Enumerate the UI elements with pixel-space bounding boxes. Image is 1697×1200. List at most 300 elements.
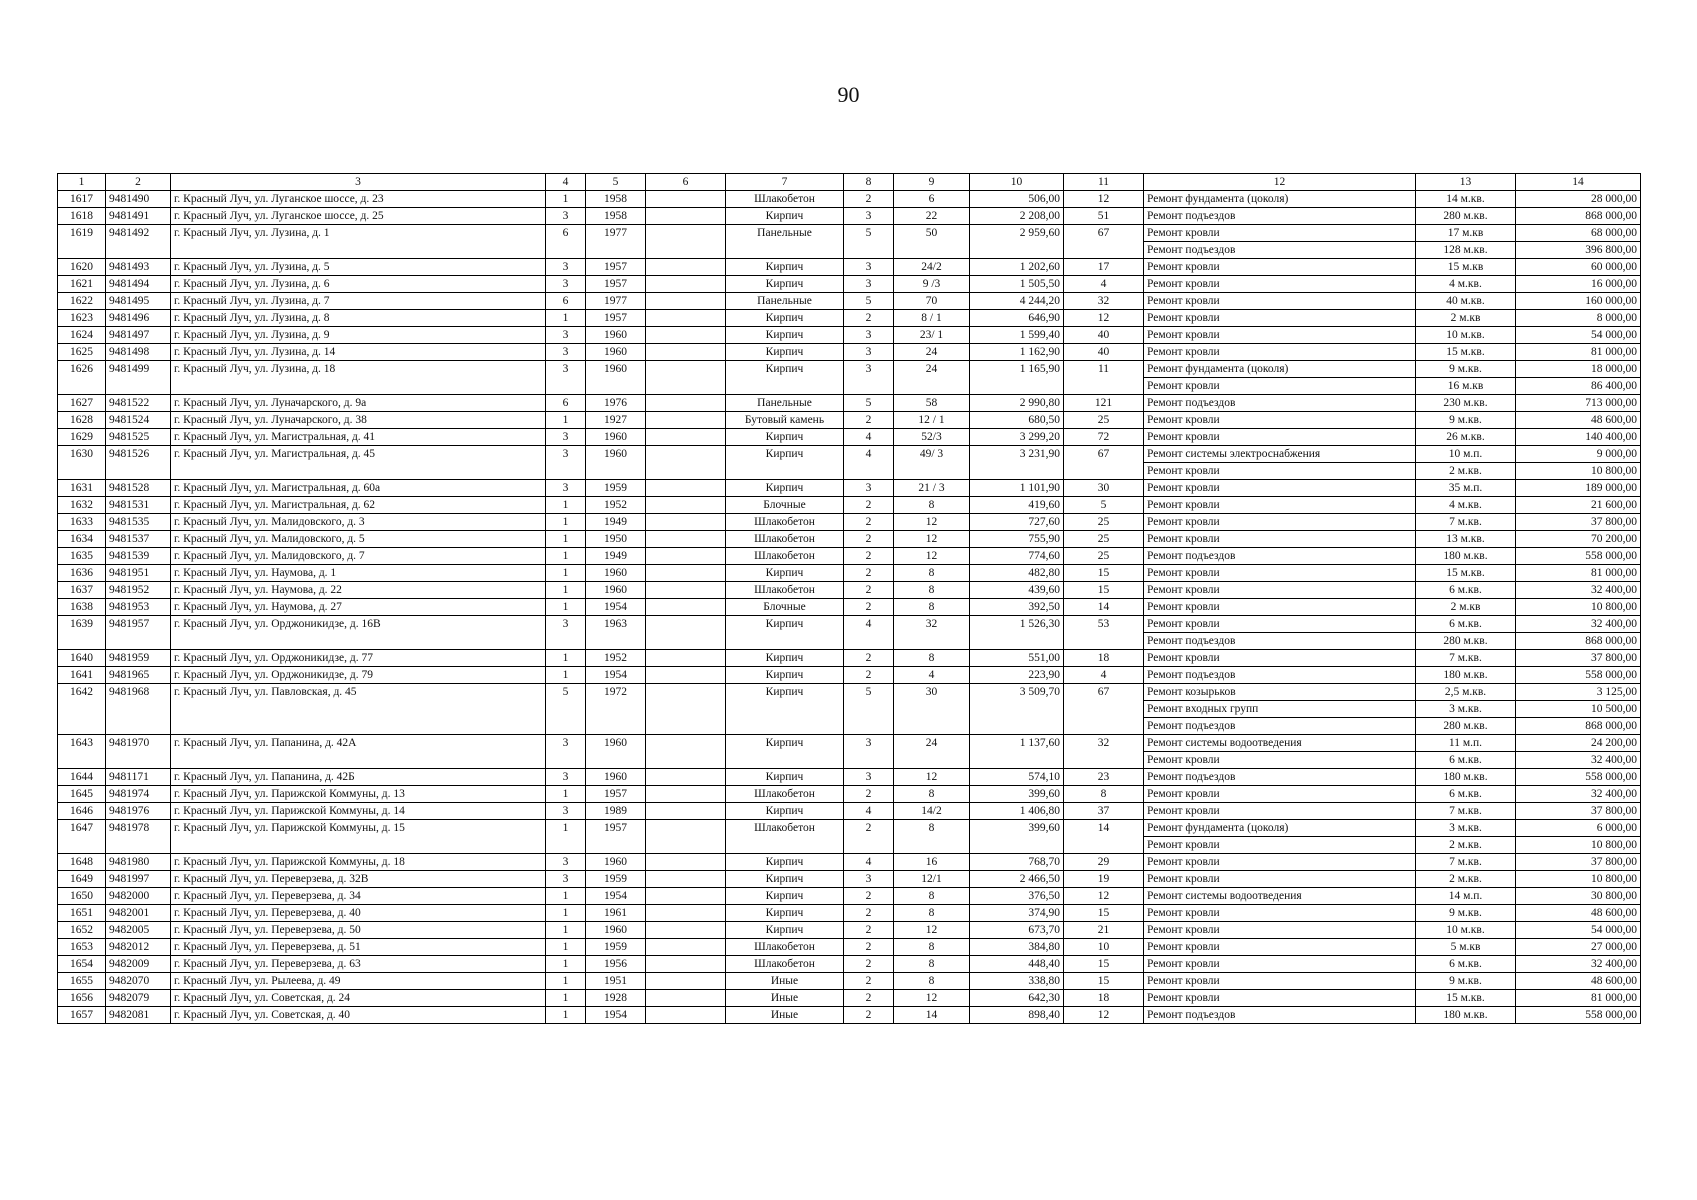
- work-volume-cell: 40 м.кв.: [1416, 293, 1516, 310]
- work-cost-cell: 70 200,00: [1516, 531, 1641, 548]
- work-cost-cell: 37 800,00: [1516, 803, 1641, 820]
- floors-cell: 4: [844, 803, 894, 820]
- work-type-cell: Ремонт кровли: [1144, 786, 1416, 803]
- area-cell: 374,90: [970, 905, 1064, 922]
- address-cell: г. Красный Луч, ул. Лузина, д. 18: [171, 361, 546, 395]
- work-volume-cell: 11 м.п.: [1416, 735, 1516, 752]
- building-code-cell: 9481498: [106, 344, 171, 361]
- wall-material-cell: Блочные: [726, 497, 844, 514]
- table-row: [58, 786, 1641, 803]
- row-number-cell: 1654: [58, 956, 106, 973]
- building-code-cell: 9481953: [106, 599, 171, 616]
- wall-material-cell: Кирпич: [726, 446, 844, 480]
- building-code-cell: 9481531: [106, 497, 171, 514]
- column-11-cell: 12: [1064, 888, 1144, 905]
- floors-cell: 3: [844, 208, 894, 225]
- work-cost-cell: 24 200,00: [1516, 735, 1641, 752]
- column-6-cell: [646, 480, 726, 497]
- work-type-cell: Ремонт входных групп: [1144, 701, 1416, 718]
- address-cell: г. Красный Луч, ул. Малидовского, д. 3: [171, 514, 546, 531]
- work-volume-cell: 17 м.кв: [1416, 225, 1516, 242]
- column-11-cell: 17: [1064, 259, 1144, 276]
- column-4-cell: 1: [546, 939, 586, 956]
- work-type-cell: Ремонт кровли: [1144, 939, 1416, 956]
- work-cost-cell: 32 400,00: [1516, 582, 1641, 599]
- wall-material-cell: Шлакобетон: [726, 191, 844, 208]
- address-cell: г. Красный Луч, ул. Переверзева, д. 63: [171, 956, 546, 973]
- table-row: [58, 905, 1641, 922]
- work-volume-cell: 128 м.кв.: [1416, 242, 1516, 259]
- address-cell: г. Красный Луч, ул. Переверзева, д. 51: [171, 939, 546, 956]
- floors-cell: 3: [844, 480, 894, 497]
- wall-material-cell: Кирпич: [726, 854, 844, 871]
- column-9-cell: 14/2: [894, 803, 970, 820]
- address-cell: г. Красный Луч, ул. Лузина, д. 8: [171, 310, 546, 327]
- column-11-cell: 67: [1064, 684, 1144, 735]
- floors-cell: 2: [844, 1007, 894, 1024]
- column-4-cell: 3: [546, 429, 586, 446]
- column-4-cell: 1: [546, 820, 586, 854]
- work-cost-cell: 189 000,00: [1516, 480, 1641, 497]
- area-cell: 1 599,40: [970, 327, 1064, 344]
- column-9-cell: 8: [894, 650, 970, 667]
- column-9-cell: 9 /3: [894, 276, 970, 293]
- column-4-cell: 3: [546, 871, 586, 888]
- year-cell: 1977: [586, 293, 646, 310]
- building-code-cell: 9481499: [106, 361, 171, 395]
- work-cost-cell: 81 000,00: [1516, 990, 1641, 1007]
- wall-material-cell: Шлакобетон: [726, 531, 844, 548]
- row-number-cell: 1622: [58, 293, 106, 310]
- column-11-cell: 25: [1064, 531, 1144, 548]
- wall-material-cell: Иные: [726, 1007, 844, 1024]
- work-volume-cell: 280 м.кв.: [1416, 208, 1516, 225]
- floors-cell: 5: [844, 225, 894, 259]
- column-6-cell: [646, 684, 726, 735]
- work-cost-cell: 10 800,00: [1516, 871, 1641, 888]
- work-volume-cell: 3 м.кв.: [1416, 820, 1516, 837]
- column-9-cell: 30: [894, 684, 970, 735]
- address-cell: г. Красный Луч, ул. Малидовского, д. 5: [171, 531, 546, 548]
- column-11-cell: 5: [1064, 497, 1144, 514]
- column-4-cell: 1: [546, 956, 586, 973]
- column-9-cell: 24/2: [894, 259, 970, 276]
- column-6-cell: [646, 599, 726, 616]
- floors-cell: 3: [844, 259, 894, 276]
- column-6-cell: [646, 820, 726, 854]
- wall-material-cell: Кирпич: [726, 276, 844, 293]
- address-cell: г. Красный Луч, ул. Лузина, д. 14: [171, 344, 546, 361]
- table-row: [58, 327, 1641, 344]
- building-code-cell: 9481528: [106, 480, 171, 497]
- building-code-cell: 9482001: [106, 905, 171, 922]
- column-6-cell: [646, 769, 726, 786]
- work-cost-cell: 81 000,00: [1516, 344, 1641, 361]
- work-cost-cell: 9 000,00: [1516, 446, 1641, 463]
- floors-cell: 3: [844, 327, 894, 344]
- column-9-cell: 8: [894, 497, 970, 514]
- floors-cell: 2: [844, 888, 894, 905]
- address-cell: г. Красный Луч, ул. Лузина, д. 1: [171, 225, 546, 259]
- work-cost-cell: 868 000,00: [1516, 208, 1641, 225]
- column-11-cell: 8: [1064, 786, 1144, 803]
- row-number-cell: 1633: [58, 514, 106, 531]
- work-cost-cell: 48 600,00: [1516, 412, 1641, 429]
- table-body: [58, 191, 1641, 1024]
- table-row: [58, 616, 1641, 633]
- column-11-cell: 15: [1064, 956, 1144, 973]
- work-type-cell: Ремонт фундамента (цоколя): [1144, 820, 1416, 837]
- wall-material-cell: Блочные: [726, 599, 844, 616]
- table-row: [58, 888, 1641, 905]
- column-11-cell: 12: [1064, 1007, 1144, 1024]
- work-type-cell: Ремонт кровли: [1144, 514, 1416, 531]
- work-volume-cell: 14 м.п.: [1416, 888, 1516, 905]
- work-type-cell: Ремонт подъездов: [1144, 667, 1416, 684]
- building-code-cell: 9481537: [106, 531, 171, 548]
- year-cell: 1956: [586, 956, 646, 973]
- row-number-cell: 1623: [58, 310, 106, 327]
- work-type-cell: Ремонт подъездов: [1144, 718, 1416, 735]
- column-4-cell: 3: [546, 344, 586, 361]
- floors-cell: 2: [844, 531, 894, 548]
- column-9-cell: 12: [894, 922, 970, 939]
- year-cell: 1972: [586, 684, 646, 735]
- building-code-cell: 9481965: [106, 667, 171, 684]
- column-4-cell: 1: [546, 905, 586, 922]
- column-4-cell: 1: [546, 310, 586, 327]
- work-volume-cell: 2 м.кв.: [1416, 837, 1516, 854]
- work-cost-cell: 868 000,00: [1516, 718, 1641, 735]
- row-number-cell: 1655: [58, 973, 106, 990]
- table-row: [58, 650, 1641, 667]
- column-11-cell: 14: [1064, 820, 1144, 854]
- area-cell: 680,50: [970, 412, 1064, 429]
- work-cost-cell: 32 400,00: [1516, 616, 1641, 633]
- address-cell: г. Красный Луч, ул. Парижской Коммуны, д. 15: [171, 820, 546, 854]
- column-4-cell: 3: [546, 208, 586, 225]
- row-number-cell: 1621: [58, 276, 106, 293]
- wall-material-cell: Кирпич: [726, 905, 844, 922]
- column-4-cell: 1: [546, 599, 586, 616]
- address-cell: г. Красный Луч, ул. Магистральная, д. 62: [171, 497, 546, 514]
- work-cost-cell: 37 800,00: [1516, 854, 1641, 871]
- table-row: [58, 480, 1641, 497]
- year-cell: 1960: [586, 344, 646, 361]
- building-code-cell: 9482079: [106, 990, 171, 1007]
- column-4-cell: 3: [546, 769, 586, 786]
- column-9-cell: 49/ 3: [894, 446, 970, 480]
- column-4-cell: 3: [546, 259, 586, 276]
- column-11-cell: 10: [1064, 939, 1144, 956]
- area-cell: 1 505,50: [970, 276, 1064, 293]
- column-11-cell: 121: [1064, 395, 1144, 412]
- work-type-cell: Ремонт подъездов: [1144, 242, 1416, 259]
- work-type-cell: Ремонт кровли: [1144, 225, 1416, 242]
- column-11-cell: 30: [1064, 480, 1144, 497]
- wall-material-cell: Кирпич: [726, 565, 844, 582]
- work-volume-cell: 9 м.кв.: [1416, 412, 1516, 429]
- building-code-cell: 9482012: [106, 939, 171, 956]
- floors-cell: 2: [844, 497, 894, 514]
- column-9-cell: 70: [894, 293, 970, 310]
- address-cell: г. Красный Луч, ул. Советская, д. 40: [171, 1007, 546, 1024]
- column-header: 14: [1516, 174, 1641, 191]
- column-6-cell: [646, 327, 726, 344]
- column-6-cell: [646, 412, 726, 429]
- work-volume-cell: 6 м.кв.: [1416, 752, 1516, 769]
- work-cost-cell: 18 000,00: [1516, 361, 1641, 378]
- floors-cell: 2: [844, 310, 894, 327]
- address-cell: г. Красный Луч, ул. Наумова, д. 1: [171, 565, 546, 582]
- wall-material-cell: Шлакобетон: [726, 939, 844, 956]
- building-code-cell: 9481959: [106, 650, 171, 667]
- column-6-cell: [646, 803, 726, 820]
- column-9-cell: 8 / 1: [894, 310, 970, 327]
- building-code-cell: 9481494: [106, 276, 171, 293]
- column-6-cell: [646, 905, 726, 922]
- column-header: 6: [646, 174, 726, 191]
- building-code-cell: 9481951: [106, 565, 171, 582]
- year-cell: 1976: [586, 395, 646, 412]
- column-11-cell: 40: [1064, 344, 1144, 361]
- column-6-cell: [646, 565, 726, 582]
- building-code-cell: 9481525: [106, 429, 171, 446]
- column-6-cell: [646, 939, 726, 956]
- column-9-cell: 8: [894, 956, 970, 973]
- work-cost-cell: 81 000,00: [1516, 565, 1641, 582]
- column-9-cell: 8: [894, 565, 970, 582]
- work-volume-cell: 180 м.кв.: [1416, 1007, 1516, 1024]
- column-9-cell: 21 / 3: [894, 480, 970, 497]
- building-code-cell: 9482070: [106, 973, 171, 990]
- column-11-cell: 51: [1064, 208, 1144, 225]
- column-6-cell: [646, 514, 726, 531]
- column-9-cell: 8: [894, 939, 970, 956]
- column-4-cell: 3: [546, 327, 586, 344]
- year-cell: 1957: [586, 259, 646, 276]
- work-type-cell: Ремонт фундамента (цоколя): [1144, 191, 1416, 208]
- row-number-cell: 1648: [58, 854, 106, 871]
- work-type-cell: Ремонт системы водоотведения: [1144, 888, 1416, 905]
- wall-material-cell: Кирпич: [726, 650, 844, 667]
- year-cell: 1960: [586, 327, 646, 344]
- column-header: 10: [970, 174, 1064, 191]
- address-cell: г. Красный Луч, ул. Переверзева, д. 34: [171, 888, 546, 905]
- row-number-cell: 1626: [58, 361, 106, 395]
- table-row: [58, 803, 1641, 820]
- building-code-cell: 9481493: [106, 259, 171, 276]
- column-9-cell: 8: [894, 786, 970, 803]
- year-cell: 1957: [586, 276, 646, 293]
- work-volume-cell: 5 м.кв: [1416, 939, 1516, 956]
- column-9-cell: 23/ 1: [894, 327, 970, 344]
- wall-material-cell: Панельные: [726, 225, 844, 259]
- column-4-cell: 1: [546, 990, 586, 1007]
- column-6-cell: [646, 208, 726, 225]
- work-volume-cell: 16 м.кв: [1416, 378, 1516, 395]
- floors-cell: 2: [844, 820, 894, 854]
- row-number-cell: 1618: [58, 208, 106, 225]
- address-cell: г. Красный Луч, ул. Лузина, д. 5: [171, 259, 546, 276]
- work-cost-cell: 140 400,00: [1516, 429, 1641, 446]
- column-6-cell: [646, 871, 726, 888]
- wall-material-cell: Кирпич: [726, 871, 844, 888]
- wall-material-cell: Шлакобетон: [726, 820, 844, 854]
- row-number-cell: 1634: [58, 531, 106, 548]
- column-4-cell: 1: [546, 582, 586, 599]
- column-6-cell: [646, 973, 726, 990]
- work-cost-cell: 60 000,00: [1516, 259, 1641, 276]
- year-cell: 1960: [586, 446, 646, 480]
- wall-material-cell: Панельные: [726, 395, 844, 412]
- address-cell: г. Красный Луч, ул. Орджоникидзе, д. 77: [171, 650, 546, 667]
- row-number-cell: 1619: [58, 225, 106, 259]
- work-cost-cell: 48 600,00: [1516, 905, 1641, 922]
- building-code-cell: 9481491: [106, 208, 171, 225]
- column-4-cell: 3: [546, 276, 586, 293]
- column-11-cell: 15: [1064, 565, 1144, 582]
- address-cell: г. Красный Луч, ул. Переверзева, д. 40: [171, 905, 546, 922]
- work-type-cell: Ремонт кровли: [1144, 327, 1416, 344]
- column-header: 1: [58, 174, 106, 191]
- year-cell: 1927: [586, 412, 646, 429]
- column-4-cell: 1: [546, 191, 586, 208]
- building-code-cell: 9481970: [106, 735, 171, 769]
- work-type-cell: Ремонт кровли: [1144, 497, 1416, 514]
- area-cell: 3 231,90: [970, 446, 1064, 480]
- column-6-cell: [646, 344, 726, 361]
- area-cell: 338,80: [970, 973, 1064, 990]
- wall-material-cell: Шлакобетон: [726, 514, 844, 531]
- column-9-cell: 8: [894, 820, 970, 854]
- floors-cell: 2: [844, 956, 894, 973]
- work-volume-cell: 10 м.кв.: [1416, 922, 1516, 939]
- work-cost-cell: 10 500,00: [1516, 701, 1641, 718]
- column-4-cell: 3: [546, 854, 586, 871]
- work-cost-cell: 868 000,00: [1516, 633, 1641, 650]
- work-cost-cell: 396 800,00: [1516, 242, 1641, 259]
- work-volume-cell: 35 м.п.: [1416, 480, 1516, 497]
- area-cell: 646,90: [970, 310, 1064, 327]
- work-type-cell: Ремонт подъездов: [1144, 395, 1416, 412]
- floors-cell: 2: [844, 990, 894, 1007]
- work-type-cell: Ремонт козырьков: [1144, 684, 1416, 701]
- column-4-cell: 3: [546, 735, 586, 769]
- work-volume-cell: 15 м.кв.: [1416, 344, 1516, 361]
- work-type-cell: Ремонт кровли: [1144, 973, 1416, 990]
- year-cell: 1960: [586, 429, 646, 446]
- column-6-cell: [646, 616, 726, 650]
- row-number-cell: 1627: [58, 395, 106, 412]
- work-volume-cell: 2 м.кв: [1416, 310, 1516, 327]
- area-cell: 384,80: [970, 939, 1064, 956]
- wall-material-cell: Шлакобетон: [726, 582, 844, 599]
- work-volume-cell: 280 м.кв.: [1416, 718, 1516, 735]
- housing-repair-table: [57, 173, 1641, 1024]
- address-cell: г. Красный Луч, ул. Парижской Коммуны, д. 13: [171, 786, 546, 803]
- row-number-cell: 1639: [58, 616, 106, 650]
- wall-material-cell: Кирпич: [726, 769, 844, 786]
- page-number: 90: [837, 82, 860, 107]
- building-code-cell: 9481526: [106, 446, 171, 480]
- column-header: 7: [726, 174, 844, 191]
- work-volume-cell: 180 м.кв.: [1416, 548, 1516, 565]
- work-cost-cell: 37 800,00: [1516, 650, 1641, 667]
- table-row: [58, 871, 1641, 888]
- work-cost-cell: 558 000,00: [1516, 1007, 1641, 1024]
- column-9-cell: 52/3: [894, 429, 970, 446]
- address-cell: г. Красный Луч, ул. Магистральная, д. 45: [171, 446, 546, 480]
- floors-cell: 2: [844, 667, 894, 684]
- address-cell: г. Красный Луч, ул. Советская, д. 24: [171, 990, 546, 1007]
- area-cell: 2 466,50: [970, 871, 1064, 888]
- wall-material-cell: Бутовый камень: [726, 412, 844, 429]
- column-9-cell: 4: [894, 667, 970, 684]
- address-cell: г. Красный Луч, ул. Луначарского, д. 9а: [171, 395, 546, 412]
- area-cell: 4 244,20: [970, 293, 1064, 310]
- work-type-cell: Ремонт системы водоотведения: [1144, 735, 1416, 752]
- column-4-cell: 1: [546, 565, 586, 582]
- address-cell: г. Красный Луч, ул. Луначарского, д. 38: [171, 412, 546, 429]
- row-number-cell: 1617: [58, 191, 106, 208]
- table-row: [58, 225, 1641, 242]
- table-row: [58, 310, 1641, 327]
- work-type-cell: Ремонт подъездов: [1144, 769, 1416, 786]
- area-cell: 898,40: [970, 1007, 1064, 1024]
- work-type-cell: Ремонт кровли: [1144, 956, 1416, 973]
- column-9-cell: 58: [894, 395, 970, 412]
- column-4-cell: 1: [546, 922, 586, 939]
- work-type-cell: Ремонт кровли: [1144, 650, 1416, 667]
- building-code-cell: 9481980: [106, 854, 171, 871]
- area-cell: 642,30: [970, 990, 1064, 1007]
- row-number-cell: 1643: [58, 735, 106, 769]
- table-row: [58, 344, 1641, 361]
- table-row: [58, 684, 1641, 701]
- work-cost-cell: 54 000,00: [1516, 327, 1641, 344]
- column-4-cell: 1: [546, 497, 586, 514]
- address-cell: г. Красный Луч, ул. Малидовского, д. 7: [171, 548, 546, 565]
- year-cell: 1961: [586, 905, 646, 922]
- column-header: 5: [586, 174, 646, 191]
- area-cell: 2 208,00: [970, 208, 1064, 225]
- column-6-cell: [646, 259, 726, 276]
- area-cell: 399,60: [970, 786, 1064, 803]
- work-volume-cell: 15 м.кв: [1416, 259, 1516, 276]
- building-code-cell: 9481522: [106, 395, 171, 412]
- floors-cell: 3: [844, 361, 894, 395]
- column-11-cell: 18: [1064, 650, 1144, 667]
- column-4-cell: 3: [546, 616, 586, 650]
- column-11-cell: 72: [1064, 429, 1144, 446]
- work-cost-cell: 86 400,00: [1516, 378, 1641, 395]
- column-9-cell: 12: [894, 548, 970, 565]
- row-number-cell: 1632: [58, 497, 106, 514]
- table-row: [58, 276, 1641, 293]
- address-cell: г. Красный Луч, ул. Лузина, д. 9: [171, 327, 546, 344]
- column-6-cell: [646, 667, 726, 684]
- address-cell: г. Красный Луч, ул. Рылеева, д. 49: [171, 973, 546, 990]
- work-cost-cell: 37 800,00: [1516, 514, 1641, 531]
- row-number-cell: 1624: [58, 327, 106, 344]
- column-header: 12: [1144, 174, 1416, 191]
- work-cost-cell: 10 800,00: [1516, 837, 1641, 854]
- floors-cell: 5: [844, 395, 894, 412]
- address-cell: г. Красный Луч, ул. Переверзева, д. 50: [171, 922, 546, 939]
- work-volume-cell: 9 м.кв.: [1416, 361, 1516, 378]
- row-number-cell: 1652: [58, 922, 106, 939]
